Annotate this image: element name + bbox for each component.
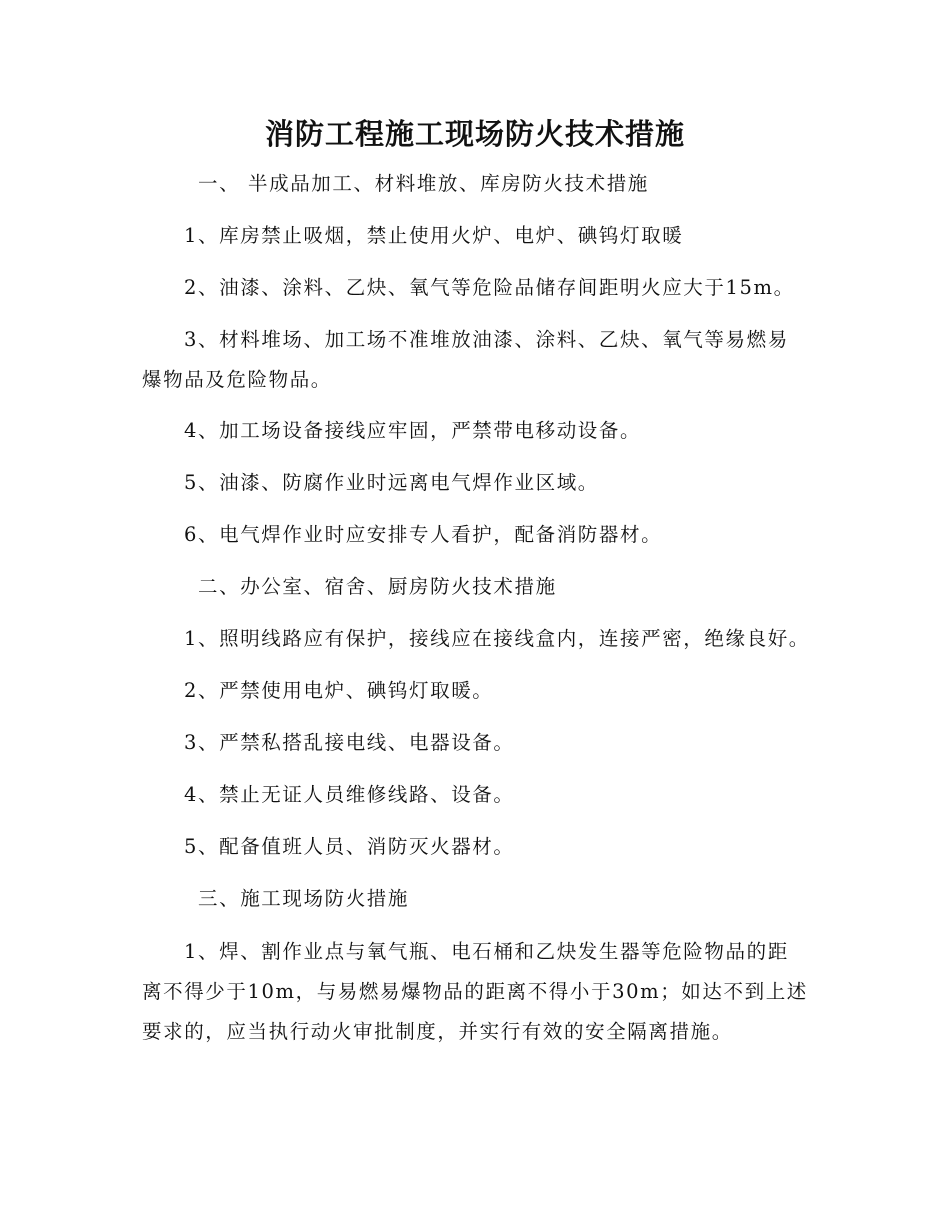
paragraph-line: 4、加工场设备接线应牢固，严禁带电移动设备。: [184, 419, 642, 442]
paragraph-line: 要求的，应当执行动火审批制度，并实行有效的安全隔离措施。: [142, 1020, 733, 1043]
paragraph-line: 1、照明线路应有保护，接线应在接线盒内，连接严密，绝缘良好。: [184, 627, 810, 650]
paragraph-1-2: [142, 268, 822, 308]
paragraph-2-5: [142, 827, 822, 867]
paragraph-3-1: [142, 932, 822, 1052]
paragraph-line: 2、油漆、涂料、乙炔、氧气等危险品储存间距明火应大于15m。: [184, 276, 795, 299]
paragraph-line: 三、施工现场防火措施: [198, 887, 410, 910]
paragraph-line: 3、材料堆场、加工场不准堆放油漆、涂料、乙炔、氧气等易燃易: [184, 328, 789, 351]
paragraph-line: 爆物品及危险物品。: [142, 368, 332, 391]
paragraph-line: 4、禁止无证人员维修线路、设备。: [184, 783, 515, 806]
paragraph-line: 一、 半成品加工、材料堆放、库房防火技术措施: [198, 172, 649, 195]
paragraph-2-3: [142, 723, 822, 763]
paragraph-1-6: [142, 515, 822, 555]
paragraph-1-1: [142, 216, 822, 256]
paragraph-line: 二、办公室、宿舍、厨房防火技术措施: [198, 575, 557, 598]
paragraph-line: 离不得少于10m，与易燃易爆物品的距离不得小于30m；如达不到上述: [142, 980, 808, 1003]
paragraph-2-4: [142, 775, 822, 815]
document-title: 消防工程施工现场防火技术措施: [264, 117, 685, 151]
paragraph-line: 1、焊、割作业点与氧气瓶、电石桶和乙炔发生器等危险物品的距: [184, 940, 789, 963]
paragraph-line: 2、严禁使用电炉、碘钨灯取暖。: [184, 679, 494, 702]
section-heading-2: [142, 567, 822, 607]
paragraph-1-3: [142, 320, 822, 400]
paragraph-line: 5、油漆、防腐作业时远离电气焊作业区域。: [184, 471, 599, 494]
paragraph-1-4: [142, 411, 822, 451]
paragraph-line: 3、严禁私搭乱接电线、电器设备。: [184, 731, 515, 754]
paragraph-line: 1、库房禁止吸烟，禁止使用火炉、电炉、碘钨灯取暖: [184, 224, 684, 247]
paragraph-2-1: [142, 619, 822, 659]
paragraph-2-2: [142, 671, 822, 711]
paragraph-line: 6、电气焊作业时应安排专人看护，配备消防器材。: [184, 523, 663, 546]
paragraph-1-5: [142, 463, 822, 503]
section-heading-1: [142, 164, 822, 204]
section-heading-3: [142, 879, 822, 919]
paragraph-line: 5、配备值班人员、消防灭火器材。: [184, 835, 515, 858]
